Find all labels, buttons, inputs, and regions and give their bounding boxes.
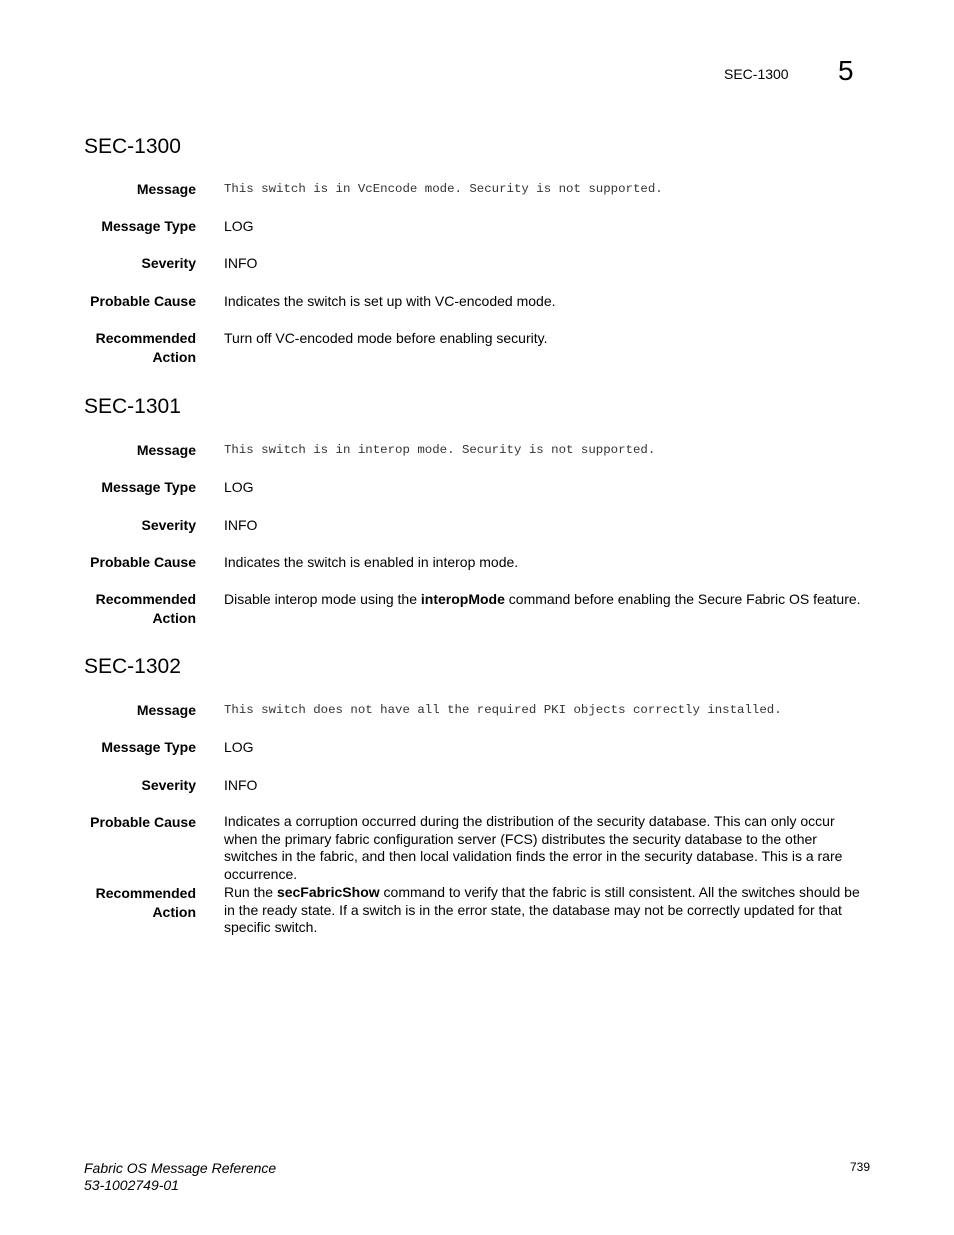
label-line: Action bbox=[152, 610, 196, 626]
field-label-message-type: Message Type bbox=[101, 479, 196, 495]
label-line: Recommended bbox=[95, 330, 196, 346]
message-text: This switch is in interop mode. Security is not supported. bbox=[224, 443, 656, 457]
footer-page-number: 739 bbox=[849, 1160, 870, 1174]
severity-value: INFO bbox=[224, 255, 258, 271]
severity-value: INFO bbox=[224, 517, 258, 533]
header-section-label: SEC-1300 bbox=[724, 66, 789, 82]
message-type-value: LOG bbox=[224, 479, 254, 495]
command-name: interopMode bbox=[420, 591, 505, 607]
entry-title: SEC-1301 bbox=[84, 395, 181, 418]
field-label-message: Message bbox=[136, 702, 196, 718]
entry-title: SEC-1302 bbox=[84, 655, 181, 678]
recommended-action-text bbox=[224, 590, 870, 609]
page-footer bbox=[0, 1160, 954, 1196]
action-text-before: Run the bbox=[224, 884, 277, 900]
message-type-value: LOG bbox=[224, 218, 254, 234]
action-text-after: command to verify that the fabric is still consistent. All the switches should be in the ready state. If a switch is in the error state, the database may not be correctly updated for that specific switch. bbox=[224, 884, 860, 935]
field-label-probable-cause: Probable Cause bbox=[90, 554, 196, 570]
footer-doc-number: 53-1002749-01 bbox=[84, 1177, 179, 1193]
header-chapter-number: 5 bbox=[838, 55, 854, 86]
action-text-after: command before enabling the Secure Fabric OS feature. bbox=[504, 591, 861, 607]
message-type-value: LOG bbox=[224, 739, 254, 755]
probable-cause-text: Indicates the switch is set up with VC-encoded mode. bbox=[224, 293, 556, 309]
message-text: This switch is in VcEncode mode. Security is not supported. bbox=[224, 182, 663, 196]
field-label-message-type: Message Type bbox=[101, 739, 196, 755]
probable-cause-text: Indicates the switch is enabled in interop mode. bbox=[224, 554, 519, 570]
field-label-severity: Severity bbox=[141, 517, 196, 533]
severity-value: INFO bbox=[224, 777, 258, 793]
label-line: Action bbox=[152, 349, 196, 365]
field-label-recommended-action bbox=[60, 884, 196, 922]
probable-cause-text: Indicates a corruption occurred during the distribution of the security database. This can only occur when the primary fabric configuration server (FCS) distributes the security database to the other switches in the fabric, and then local validation finds the error in the security database. This is a rare occurrence. bbox=[224, 813, 843, 882]
running-header bbox=[0, 56, 954, 92]
label-line: Action bbox=[152, 904, 196, 920]
message-text: This switch does not have all the required PKI objects correctly installed. bbox=[224, 703, 782, 717]
command-name: secFabricShow bbox=[276, 884, 380, 900]
field-label-recommended-action bbox=[60, 329, 196, 367]
field-label-recommended-action bbox=[60, 590, 196, 628]
recommended-action-text bbox=[224, 884, 870, 937]
entry-title: SEC-1300 bbox=[84, 135, 181, 158]
label-line: Recommended bbox=[95, 591, 196, 607]
field-label-severity: Severity bbox=[141, 777, 196, 793]
field-label-probable-cause: Probable Cause bbox=[90, 293, 196, 309]
field-label-probable-cause: Probable Cause bbox=[90, 814, 196, 830]
footer-doc-title: Fabric OS Message Reference bbox=[84, 1160, 277, 1176]
field-label-severity: Severity bbox=[141, 255, 196, 271]
field-label-message: Message bbox=[136, 442, 196, 458]
field-label-message: Message bbox=[136, 181, 196, 197]
recommended-action-text: Turn off VC-encoded mode before enabling security. bbox=[224, 330, 548, 346]
field-label-message-type: Message Type bbox=[101, 218, 196, 234]
label-line: Recommended bbox=[95, 885, 196, 901]
action-text-before: Disable interop mode using the bbox=[224, 591, 421, 607]
